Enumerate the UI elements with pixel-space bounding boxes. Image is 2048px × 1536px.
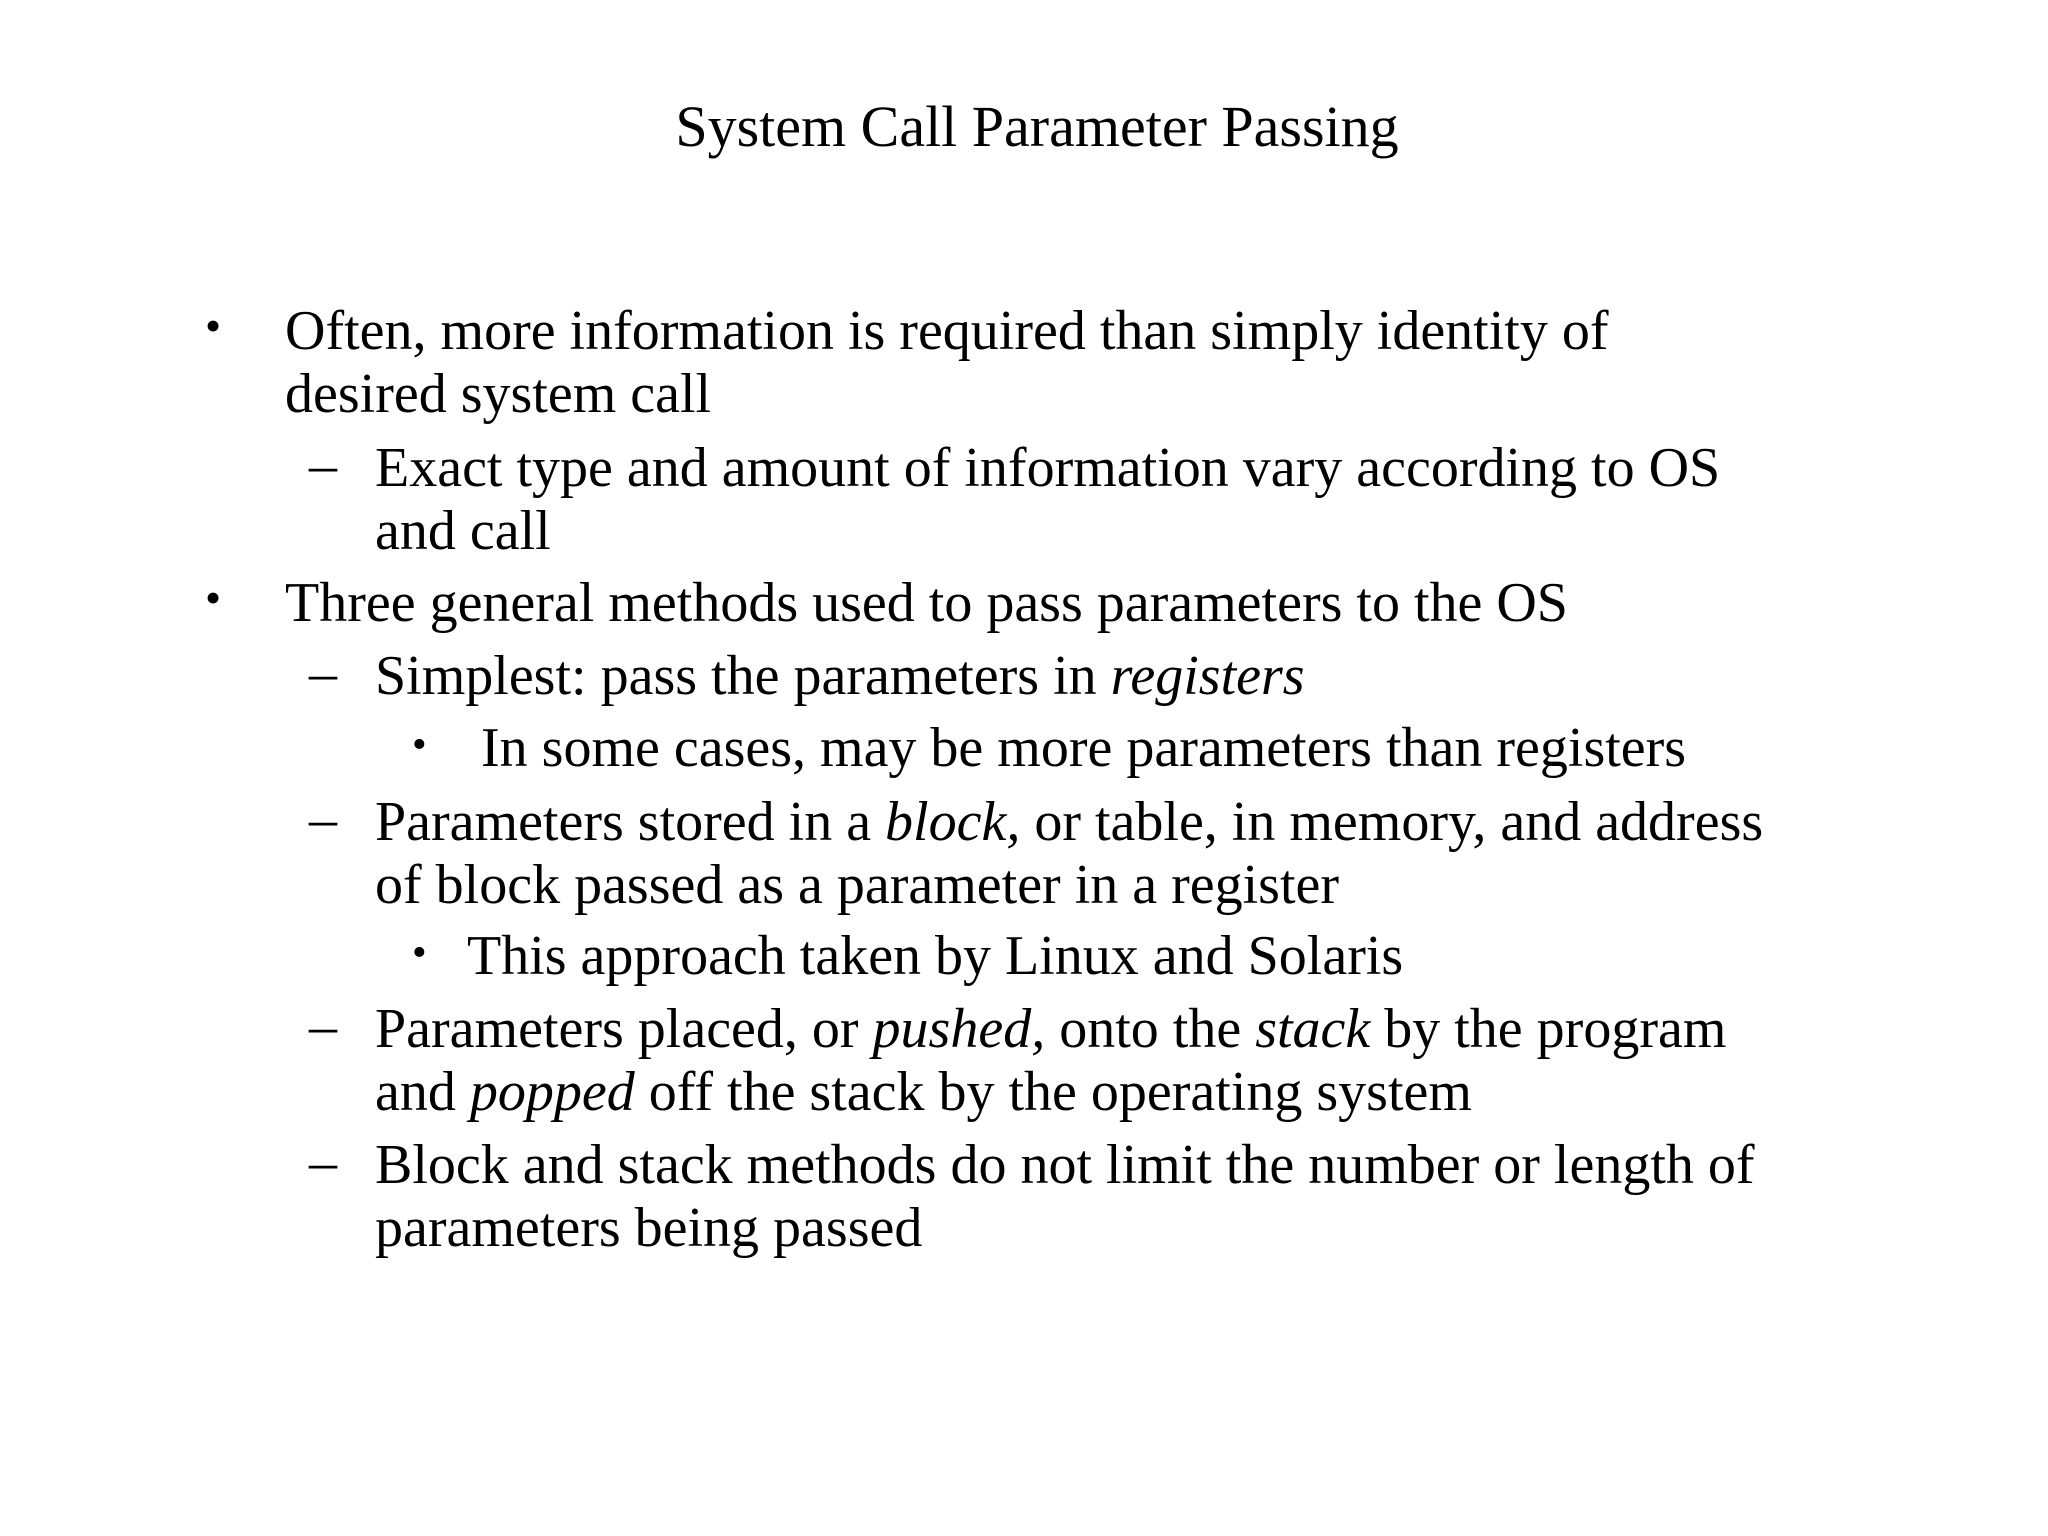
bullet-marker: • [205,300,222,351]
bullet-text: of block passed as a parameter in a register [375,854,1340,916]
bullet-text: Simplest: pass the parameters in [375,645,1111,707]
bullet-line [375,1197,1755,1260]
dash-marker: – [309,434,337,496]
bullet-text: This approach taken by Linux and Solaris [467,925,1404,987]
bullet-line [285,363,1609,426]
bullet-text: by the program [1370,998,1727,1060]
bullet-text: Often, more information is required than simply identity of [285,300,1609,362]
bullet-text: desired system call [285,363,712,425]
bullet-line [467,717,1686,780]
slide-title: System Call Parameter Passing [675,94,1399,159]
sub-sub-bullet-item [412,925,1404,988]
bullet-line [375,645,1305,708]
dash-marker: – [309,788,337,850]
bullet-text: Parameters placed, or [375,998,873,1060]
bullet-item [205,300,1609,426]
bullet-text: Block and stack methods do not limit the number or length of [375,1134,1755,1196]
sub-sub-bullet-item [412,717,1687,780]
bullet-text: Three general methods used to pass parameters to the OS [285,572,1568,634]
sub-bullet-item [309,995,1727,1124]
bullet-line [467,925,1403,988]
bullet-text: off the stack by the operating system [634,1061,1472,1123]
bullet-text: onto the [1045,998,1256,1060]
dash-marker: – [309,1131,337,1193]
italic-term: pushed, [872,998,1046,1060]
sub-bullet-item [309,788,1764,917]
dash-marker: – [309,995,337,1057]
bullet-line [285,572,1568,635]
bullet-item [205,572,1568,635]
bullet-line [375,437,1720,500]
bullet-line [375,500,1720,563]
bullet-text: and [375,1061,470,1123]
bullet-line [375,791,1763,854]
bullet-line [285,300,1609,363]
sub-bullet-item [309,1131,1755,1260]
bullet-marker: • [412,722,427,768]
italic-term: block, [885,791,1021,853]
bullet-text: Exact type and amount of information vary according to OS [375,437,1721,499]
bullet-line [375,854,1763,917]
dash-marker: – [309,642,337,704]
bullet-text: parameters being passed [375,1197,923,1259]
italic-term: registers [1110,645,1305,707]
bullet-marker: • [412,930,427,976]
italic-term: stack [1255,998,1371,1060]
bullet-line [375,1134,1755,1197]
bullet-line [375,998,1726,1061]
bullet-line [375,1061,1726,1124]
sub-bullet-item [309,642,1305,708]
bullet-text: and call [375,500,551,562]
bullet-marker: • [205,572,222,623]
bullet-text: In some cases, may be more parameters than registers [467,717,1687,779]
bullet-text: or table, in memory, and address [1020,791,1764,853]
bullet-text: Parameters stored in a [375,791,886,853]
sub-bullet-item [309,434,1721,563]
italic-term: popped [469,1061,635,1123]
